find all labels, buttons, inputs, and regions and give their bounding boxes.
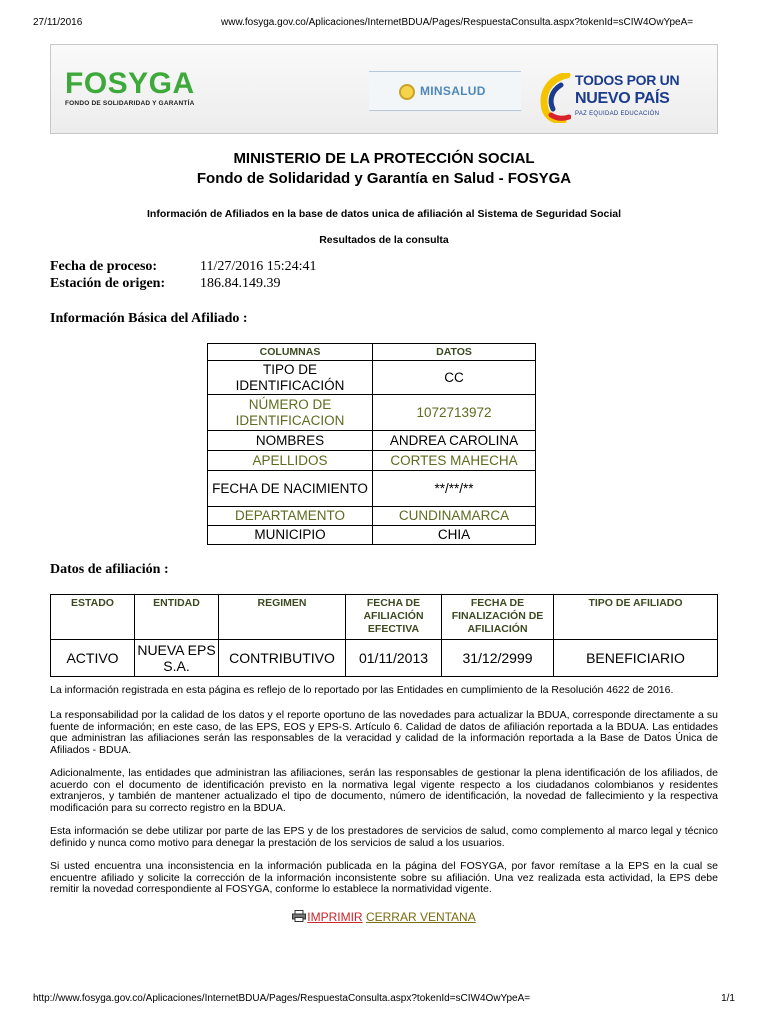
column-header: REGIMEN: [219, 595, 346, 640]
disclaimer-paragraph: Adicionalmente, las entidades que administran las afiliaciones, serán las responsables de gestionar la plena identificación de los afiliados, de acuerdo con el documento de identificación previsto en la normativa legal vigente respecto a los ciudadanos colombianos y residentes extranjeros, y también de mantener actualizado el tipo de documento, número de identificación, la novedad de fallecimiento y la respectiva modificación para su correcto registro en la BDUA.: [50, 767, 718, 814]
tricolor-swoosh-icon: [539, 73, 571, 123]
tpun-line-3: PAZ EQUIDAD EDUCACIÓN: [575, 111, 660, 117]
todos-por-un-nuevo-pais-logo: [535, 53, 705, 127]
actions-bar: [0, 910, 768, 924]
affiliation-title: Datos de afiliación :: [50, 562, 169, 577]
column-header: COLUMNAS: [208, 344, 373, 361]
table-row: [208, 507, 536, 526]
regime-cell: CONTRIBUTIVO: [219, 640, 346, 677]
affiliation-table: [50, 594, 718, 677]
print-header: [33, 17, 735, 31]
field-name: TIPO DE IDENTIFICACIÓN: [208, 361, 373, 395]
results-title: Resultados de la consulta: [319, 234, 449, 246]
table-row: [208, 471, 536, 507]
site-banner: [50, 44, 718, 134]
field-name: DEPARTAMENTO: [208, 507, 373, 526]
column-header: ESTADO: [51, 595, 135, 640]
print-link[interactable]: IMPRIMIR: [307, 910, 363, 924]
basic-info-table: [207, 343, 536, 545]
table-row: [208, 431, 536, 451]
print-date: 27/11/2016: [33, 17, 83, 28]
page-subtitle: Fondo de Solidaridad y Garantía en Salud - FOSYGA: [196, 170, 572, 187]
field-value: **/**/**: [373, 471, 536, 507]
field-value: CC: [373, 361, 536, 395]
field-value: CHIA: [373, 526, 536, 545]
field-name: MUNICIPIO: [208, 526, 373, 545]
table-row: [208, 361, 536, 395]
disclaimer-paragraph: La responsabilidad por la calidad de los datos y el reporte oportuno de las novedades para actualizar la BDUA, corresponde directamente a su fuente de información; en este caso, de las EPS, EOS y EPS-S. Artículo 6. Calidad de datos de afiliación reportada a la BDUA. Las entidades que administran las afiliaciones serán las responsables de la veracidad y calidad de la información reportada a la Base de Datos Única de Afiliados - BDUA.: [50, 709, 718, 756]
printer-icon[interactable]: [292, 910, 306, 922]
disclaimer-paragraph: La información registrada en esta página es reflejo de lo reportado por las Entidades en cumplimiento de la Resolución 4622 de 2016.: [50, 684, 674, 696]
info-description: Información de Afiliados en la base de datos unica de afiliación al Sistema de Seguridad Social: [147, 208, 621, 220]
field-name: FECHA DE NACIMIENTO: [208, 471, 373, 507]
tpun-line-1: TODOS POR UN: [575, 72, 680, 88]
disclaimer-paragraph: Si usted encuentra una inconsistencia en la información publicada en la página del FOSYGA, por favor remítase a la EPS en la cual se encuentre afiliado y solicite la corrección de la información inconsistente sobre su afiliación. Una vez realizada esta actividad, la EPS debe remitir la novedad correspondiente al FOSYGA, conforme lo establece la normatividad vigente.: [50, 860, 718, 895]
field-value: CORTES MAHECHA: [373, 451, 536, 471]
end-date-cell: 31/12/2999: [442, 640, 554, 677]
column-header: ENTIDAD: [135, 595, 219, 640]
field-value: CUNDINAMARCA: [373, 507, 536, 526]
column-header: FECHA DE FINALIZACIÓN DE AFILIACIÓN: [442, 595, 554, 640]
table-header-row: [51, 595, 718, 640]
process-date-value: 11/27/2016 15:24:41: [200, 259, 317, 274]
column-header: FECHA DE AFILIACIÓN EFECTIVA: [346, 595, 442, 640]
table-header-row: [208, 344, 536, 361]
status-cell: ACTIVO: [51, 640, 135, 677]
field-value: ANDREA CAROLINA: [373, 431, 536, 451]
minsalud-logo: [369, 71, 521, 111]
field-value: 1072713972: [373, 395, 536, 431]
affiliate-type-cell: BENEFICIARIO: [554, 640, 718, 677]
fosyga-logo-subtitle: FONDO DE SOLIDARIDAD Y GARANTÍA: [65, 100, 195, 107]
column-header: DATOS: [373, 344, 536, 361]
tpun-line-2: NUEVO PAÍS: [575, 90, 670, 107]
origin-label: Estación de origen:: [50, 276, 166, 291]
entity-cell: NUEVA EPS S.A.: [135, 640, 219, 677]
basic-info-title: Información Básica del Afiliado :: [50, 311, 248, 326]
disclaimer-paragraph: Esta información se debe utilizar por parte de las EPS y de los prestadores de servicios de salud, como complemento al marco legal y técnico definido y nunca como motivo para denegar la prestación de los servicios de salud a los usuarios.: [50, 825, 718, 849]
close-window-link[interactable]: CERRAR VENTANA: [365, 910, 476, 924]
origin-value: 186.84.149.39: [200, 276, 281, 291]
column-header: TIPO DE AFILIADO: [554, 595, 718, 640]
minsalud-logo-text: MINSALUD: [420, 84, 486, 98]
colombia-seal-icon: [399, 84, 415, 100]
fosyga-logo-text: FOSYGA: [65, 67, 195, 100]
field-name: APELLIDOS: [208, 451, 373, 471]
process-date-label: Fecha de proceso:: [50, 259, 158, 274]
start-date-cell: 01/11/2013: [346, 640, 442, 677]
table-row: [208, 526, 536, 545]
field-name: NÚMERO DE IDENTIFICACION: [208, 395, 373, 431]
field-name: NOMBRES: [208, 431, 373, 451]
print-url: www.fosyga.gov.co/Aplicaciones/InternetBDUA/Pages/RespuestaConsulta.aspx?tokenId=sCIW4OwYpeA=: [221, 17, 694, 28]
page-title: MINISTERIO DE LA PROTECCIÓN SOCIAL: [233, 150, 535, 167]
page-number: 1/1: [721, 993, 735, 1004]
table-row: [208, 451, 536, 471]
footer-url: http://www.fosyga.gov.co/Aplicaciones/InternetBDUA/Pages/RespuestaConsulta.aspx?tokenId=sCIW4OwYpeA=: [33, 993, 531, 1004]
fosyga-logo: [65, 69, 195, 107]
table-row: [208, 395, 536, 431]
table-row: [51, 640, 718, 677]
